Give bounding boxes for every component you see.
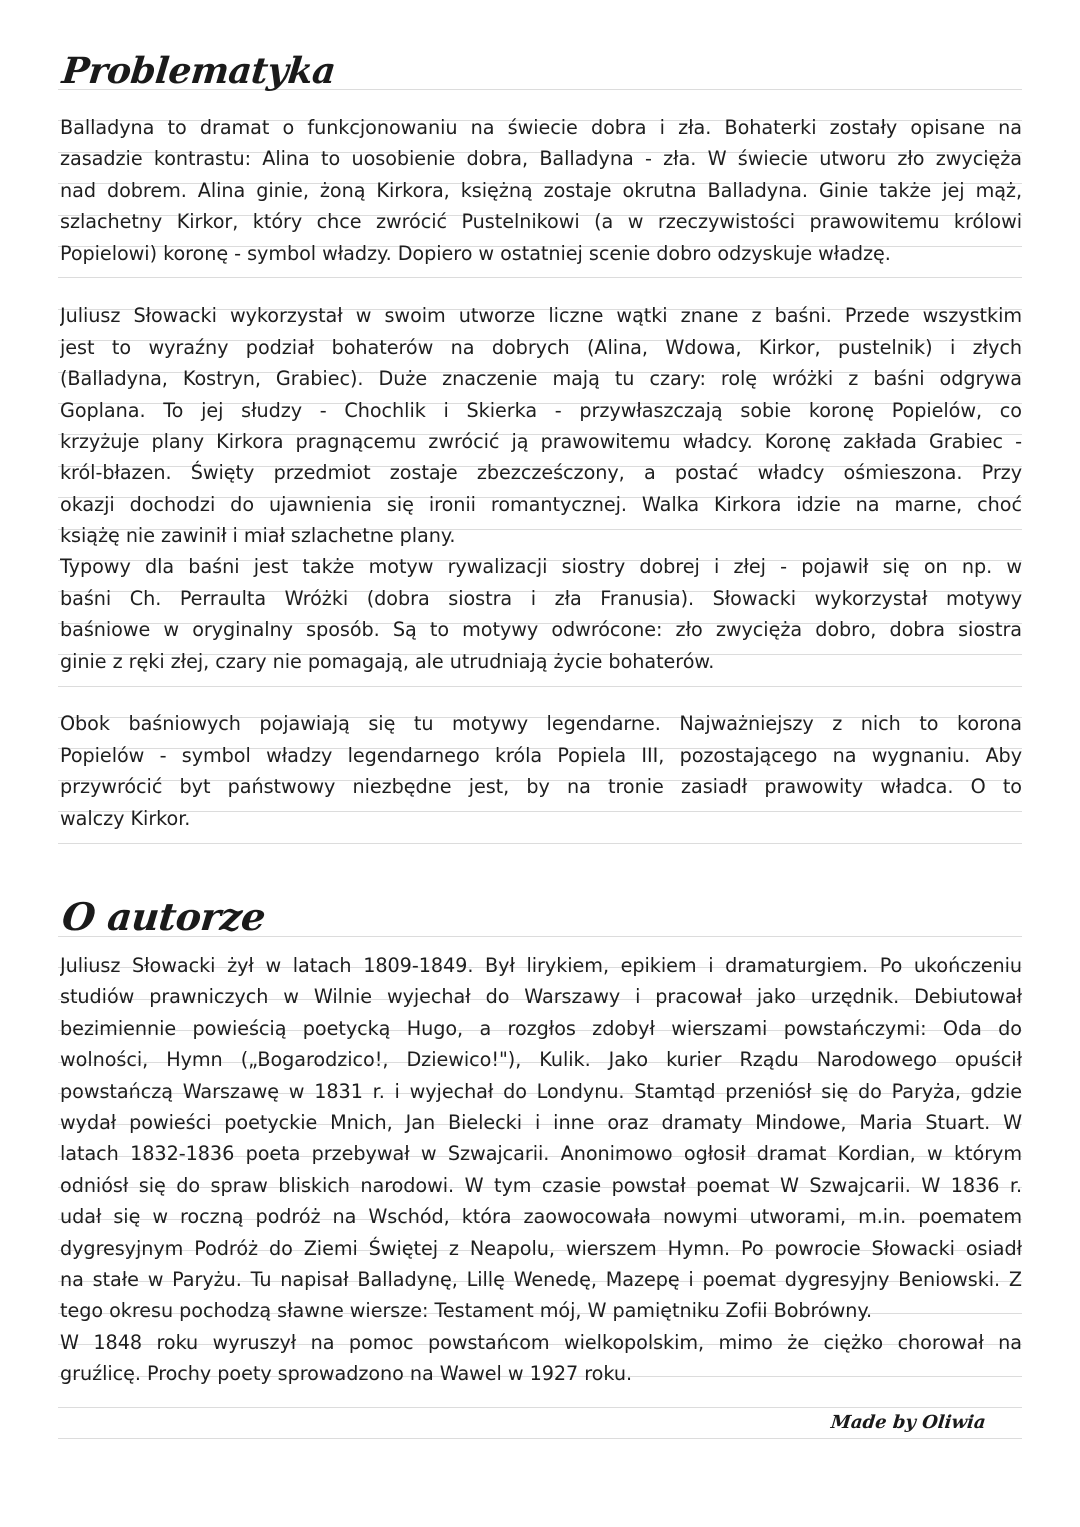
text-line: Balladyna to dramat o funkcjonowaniu na świecie dobra i zła. Bohaterki zostały opisane na [60,116,1022,139]
text-line: Goplana. To jej słudzy - Chochlik i Skierka - przywłaszczają sobie koronę Popielów, co [60,398,1022,422]
text-line: Popielowi) koronę - symbol władzy. Dopiero w ostatniej scenie dobro odzyskuje władzę. [60,241,891,265]
text-line: baśni Ch. Perraulta Wróżki (dobra siostra i zła Franusia). Słowacki wykorzystał motywy [60,586,1022,610]
text-line: udał się w roczną podróż na Wschód, która zaowocowała nowymi utworami, m.in. poematem [60,1205,1022,1229]
ruled-line [58,1407,1022,1408]
section-o-autorze-body [60,950,1022,1389]
text-line: wolności, Hymn („Bogarodzico!, Dziewico!"), Kulik. Jako kurier Rządu Narodowego opuścił [60,1048,1022,1072]
text-line: Obok baśniowych pojawiają się tu motywy legendarne. Najważniejszy z nich to korona [60,712,1022,736]
text-line: W 1848 roku wyruszył na pomoc powstańcom wielkopolskim, mimo że ciężko chorował na [60,1330,1022,1354]
text-line: latach 1832-1836 poeta przebywał w Szwajcarii. Anonimowo ogłosił dramat Kordian, w którym [60,1142,1022,1166]
paragraph [60,950,1022,1327]
paragraph [60,300,1022,551]
text-line: odniósł się do spraw bliskich narodowi. W tym czasie powstał poemat W Szwajcarii. W 1836 r. [60,1173,1022,1197]
text-line: okazji dochodzi do ujawnienia się ironii romantycznej. Walka Kirkora idzie na marne, choć [60,492,1022,516]
text-line: dygresyjnym Podróż do Ziemi Świętej z Neapolu, wierszem Hymn. Po powrocie Słowacki osiadł [60,1236,1022,1260]
text-line: krzyżuje plany Kirkora pragnącemu zwrócić ją prawowitemu władcy. Koronę zakłada Grabiec - [60,429,1022,453]
text-line: wydał powieści poetyckie Mnich, Jan Bielecki i inne oraz dramaty Mindowe, Maria Stuart. W [60,1110,1022,1134]
text-line: Popielów - symbol władzy legendarnego króla Popiela III, pozostającego na wygnaniu. Aby [60,743,1022,767]
text-line: król-błazen. Święty przedmiot zostaje zbezcześczony, a postać władcy ośmieszona. Przy [60,461,1022,485]
text-line: Typowy dla baśni jest także motyw rywalizacji siostry dobrej i złej - pojawił się on np. w [60,555,1022,579]
text-line: tego okresu pochodzą sławne wiersze: Testament mój, W pamiętniku Zofii Bobrówny. [60,1299,872,1323]
text-line: ginie z ręki złej, czary nie pomagają, ale utrudniają życie bohaterów. [60,649,715,673]
text-line: nad dobrem. Alina ginie, żoną Kirkora, księżną zostaje okrutna Balladyna. Ginie także jej mąż, [60,178,1022,202]
text-line: Juliusz Słowacki żył w latach 1809-1849. Był lirykiem, epikiem i dramaturgiem. Po ukończeniu [60,954,1022,977]
text-line: szlachetny Kirkor, który chce zwrócić Pustelnikowi (a w rzeczywistości prawowitemu królowi [60,210,1022,234]
text-line: zasadzie kontrastu: Alina to uosobienie dobra, Balladyna - zła. W świecie utworu zło zwycięża [60,147,1022,171]
ruled-line [58,1438,1022,1439]
section-problematyka-body [60,112,1022,834]
text-line: jest to wyraźny podział bohaterów na dobrych (Alina, Wdowa, Kirkor, pustelnik) i złych [60,335,1022,359]
text-line: baśniowe w oryginalny sposób. Są to motywy odwrócone: zło zwycięża dobro, dobra siostra [60,618,1022,642]
paragraph [60,112,1022,269]
signature: Made by Oliwia [830,1412,988,1433]
text-line: bezimiennie powieścią poetycką Hugo, a rozgłos zdobył wierszami powstańczymi: Oda do [60,1016,1022,1040]
text-line: Juliusz Słowacki wykorzystał w swoim utworze liczne wątki znane z baśni. Przede wszystkim [60,304,1022,328]
blank-line [60,269,1022,300]
text-line: gruźlicę. Prochy poety sprowadzono na Wawel w 1927 roku. [60,1362,632,1386]
blank-line [60,677,1022,708]
paragraph [60,708,1022,834]
section-title-problematyka: Problematyka [60,50,338,92]
paragraph [60,551,1022,677]
section-title-o-autorze: O autorze [60,894,268,939]
ruled-line [58,843,1022,844]
text-line: powstańczą Warszawę w 1831 r. i wyjechał do Londynu. Stamtąd przeniósł się do Paryża, gdzie [60,1079,1022,1103]
text-line: przywrócić byt państwowy niezbędne jest, by na tronie zasiadł prawowity władca. O to [60,775,1022,799]
paragraph [60,1327,1022,1390]
text-line: na stałe w Paryżu. Tu napisał Balladynę, Lillę Wenedę, Mazepę i poemat dygresyjny Beniowski. Z [60,1267,1022,1291]
text-line: walczy Kirkor. [60,806,191,830]
text-line: (Balladyna, Kostryn, Grabiec). Duże znaczenie mają tu czary: rolę wróżki z baśni odgrywa [60,367,1022,391]
text-line: studiów prawniczych w Wilnie wyjechał do Warszawy i pracował jako urzędnik. Debiutował [60,985,1022,1009]
text-line: książę nie zawinił i miał szlachetne plany. [60,524,456,548]
